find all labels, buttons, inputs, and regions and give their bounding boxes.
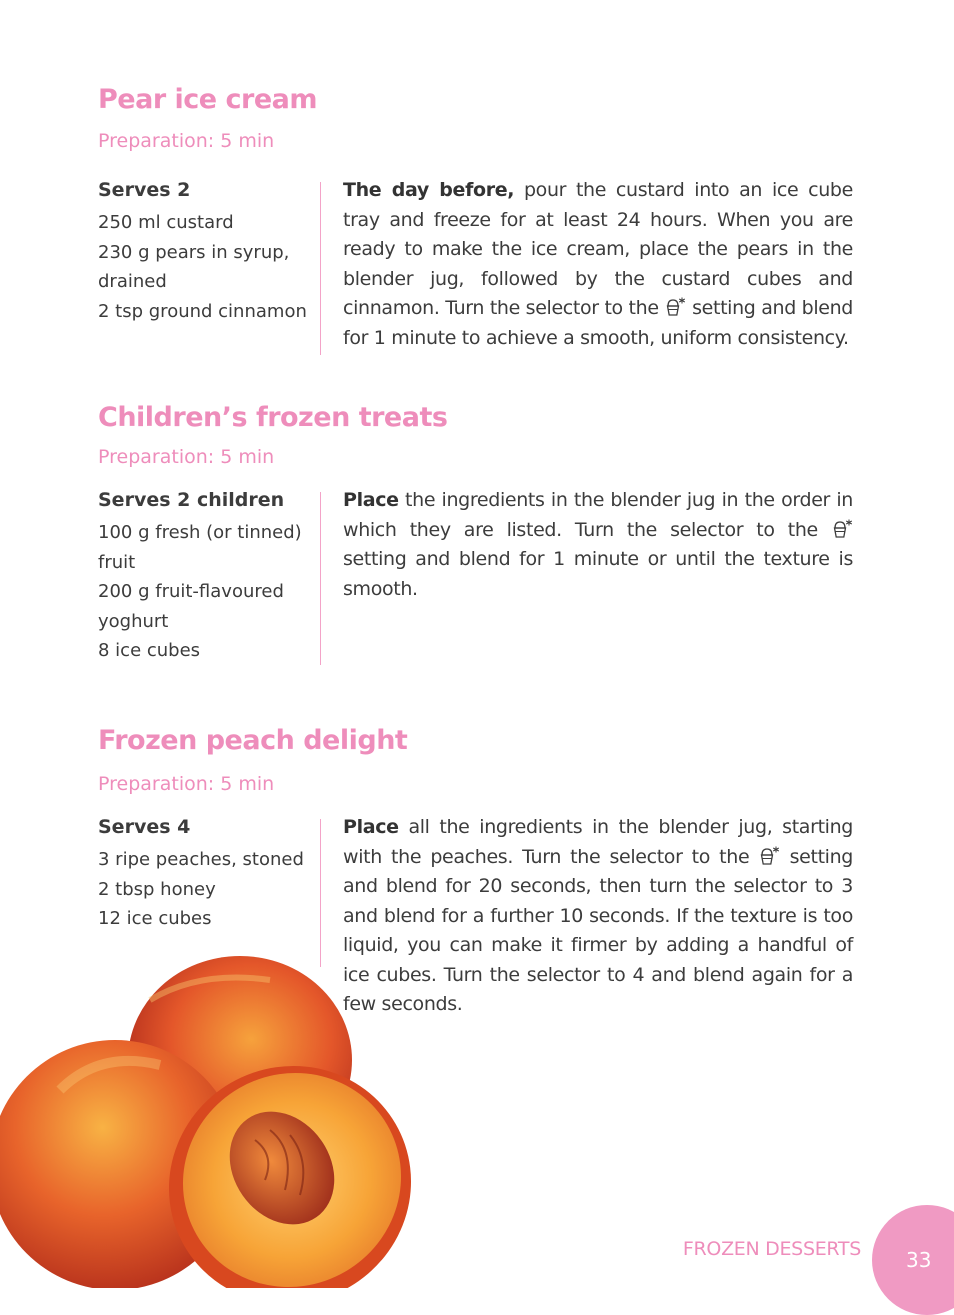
recipe-title-childrens-frozen-treats: Children’s frozen treats [98,402,448,433]
column-divider [320,492,321,665]
ingredients-peach [98,815,320,934]
frozen-dessert-setting-icon [758,846,780,866]
footer-section-label: FROZEN DESSERTS [682,1238,861,1260]
method-text: setting and blend for 1 minute or until the texture is smooth. [343,548,853,600]
page-number: 33 [906,1248,932,1272]
method-lead: Place [343,489,399,511]
method-lead: The day before, [343,179,515,201]
ingredient-line: yoghurt [98,610,169,632]
method-text: all the ingredients in the blender jug, starting with the peaches. Turn the selector to the [343,816,853,868]
method-children [343,486,853,604]
frozen-dessert-setting-icon [664,297,686,317]
ingredient-line: 200 g fruit-flavoured [98,581,284,602]
method-pear [343,176,853,353]
serves-pear: Serves 2 [98,179,191,201]
ingredients-pear [98,178,320,326]
method-lead: Place [343,816,399,838]
ingredient-line: 8 ice cubes [98,640,201,661]
ingredient-line: 2 tsp ground cinnamon [98,300,307,322]
recipe-title-frozen-peach-delight: Frozen peach delight [98,725,408,756]
prep-time-children: Preparation: 5 min [98,446,275,468]
ingredient-line: 230 g pears in syrup, [98,241,290,263]
method-text: setting and blend for 20 seconds, then turn the selector to 3 and blend for a further 10 seconds. If the texture is too liquid, you can make it firmer by adding a handful of ice cubes. Turn the selector to 4 and blend again for a few seconds. [343,845,854,1015]
ingredient-line: 2 tbsp honey [98,878,216,900]
serves-children: Serves 2 children [98,489,285,511]
peaches-photo [0,940,430,1288]
ingredient-line: 100 g fresh (or tinned) fruit [98,522,302,573]
method-text: pour the custard into an ice cube tray and freeze for at least 24 hours. When you are ready to make the ice cream, place the pears in the blender jug, followed by the custard cubes and cinnamon. Turn the selector to the [343,179,853,319]
method-text: the ingredients in the blender jug in the order in which they are listed. Turn the selector to the [343,489,853,541]
frozen-dessert-setting-icon [831,519,853,539]
serves-peach: Serves 4 [98,816,191,838]
prep-time-pear: Preparation: 5 min [98,130,275,152]
method-text: setting and blend for 1 minute to achieve a smooth, uniform consistency. [343,297,853,349]
prep-time-peach: Preparation: 5 min [98,773,275,795]
ingredient-line: 250 ml custard [98,212,234,233]
ingredient-line: drained [98,271,167,292]
ingredients-children [98,488,320,666]
ingredient-line: 3 ripe peaches, stoned [98,849,304,870]
column-divider [320,182,321,355]
recipe-title-pear-ice-cream: Pear ice cream [98,84,317,115]
ingredient-line: 12 ice cubes [98,908,212,929]
